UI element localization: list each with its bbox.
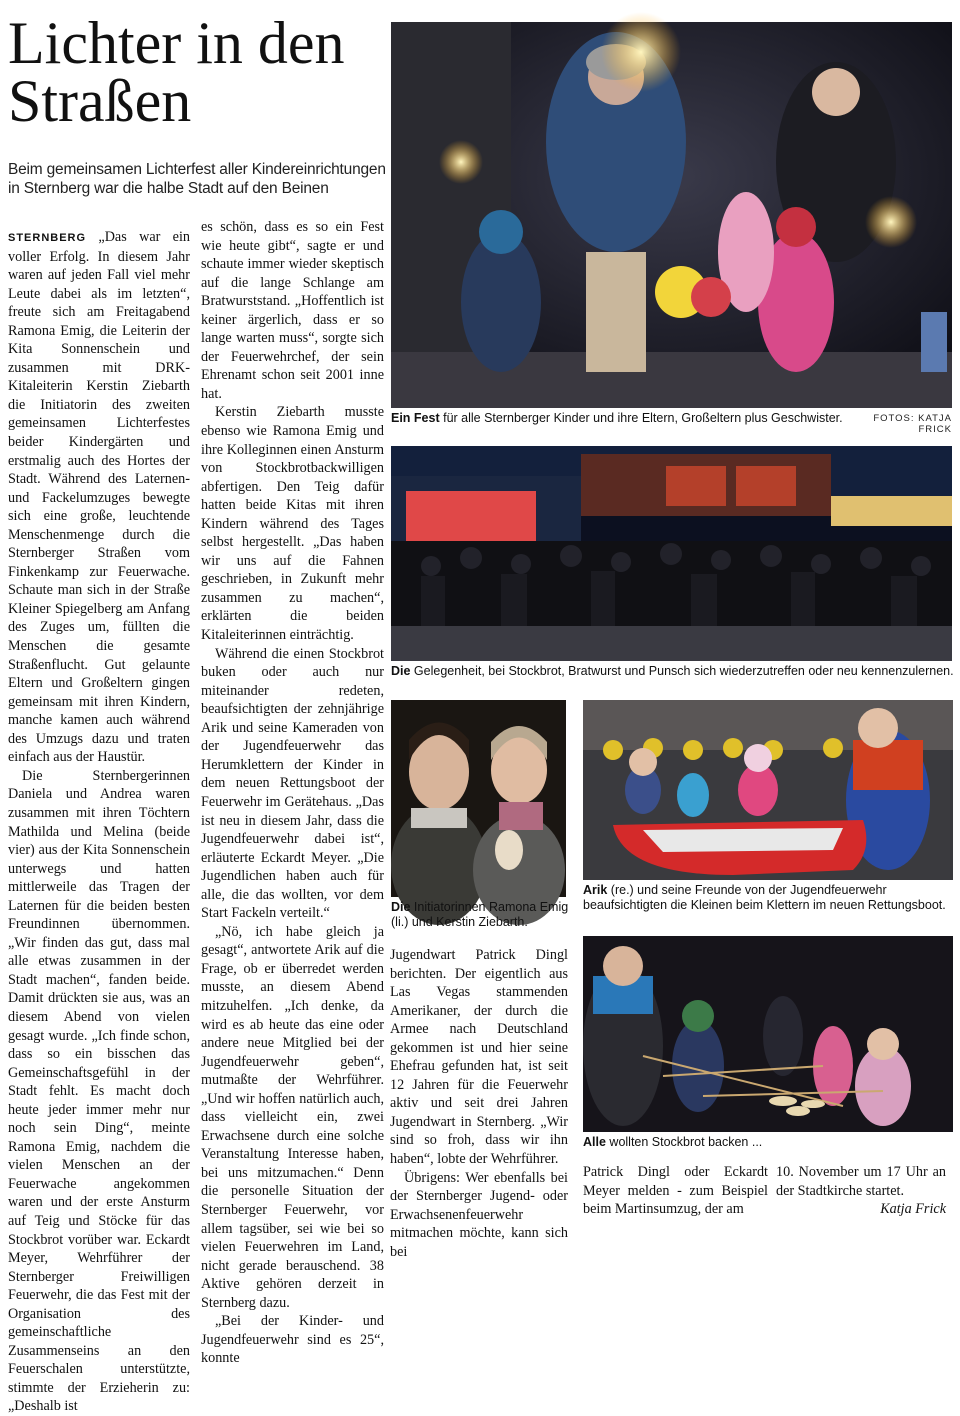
paragraph: es schön, dass es so ein Fest wie heute gibt“, sagte er und schaute immer wieder skeptisch auf die lange Schlange am Bratwurststand. „Hoffentlich ist keiner ärgerlich, dass er so lange warten muss“, sorgte sich der Feuerwehrchef, der sein Ehrenamt schon seit 2001 inne hat.	[201, 219, 384, 402]
article-column-2	[201, 218, 384, 1367]
paragraph: Die Sternbergerinnen Daniela und Andrea waren zusammen mit ihren Töchtern Mathilda und Melina (beide vier) aus der Kita Sonnenschein unterwegs und hatten mittlerweile das Tragen der Laternen für die beiden besten Freundinnen übernommen. „Wir finden das gut, dass mal alle etwas zusammen in der Stadt machen“, fanden beide. Damit drückten sie aus, was an diesem Abend von vielen gesagt wurde. „Ich finde schon, dass so ein bisschen das Gemeinschaftsgefühl in der Stadt fehlt. Es macht doch heute jeder immer mehr nur noch sein Ding“, meinte Ramona Emig, nachdem die vielen Menschen an der Feuerwache angekommen waren und der erste Ansturm auf Teig und Stöcke für das Stockbrot vorüber war. Eckardt Meyer, Wehrführer der Sternberger Freiwilligen Feuerwehr, die das Fest mit der Organisation des gemeinschaftliche Zusammenseins an den Feuerschalen unterstützte, stimmte der Erzieherin zu: „Deshalb ist	[8, 767, 190, 1415]
paragraph: 10. November um 17 Uhr an der Stadtkirche startet.	[776, 1164, 946, 1199]
deck: Beim gemeinsamen Lichterfest aller Kindereinrichtungen in Sternberg war die halbe Stadt auf den Beinen	[8, 161, 386, 197]
paragraph: Während die einen Stockbrot buken oder auch nur miteinander redeten, beaufsichtigten der zehnjährige Arik und seine Kameraden von der Jugendfeuerwehr das Herumklettern der Kinder in dem neuen Rettungsboot der Feuerwehr im Gerätehaus. „Das ist neu in diesem Jahr, dass die Jugendfeuerwehr dabei ist“, erläuterte Eckardt Meyer. „Die Jugendlichen haben auch für alle, die das wollten, vor dem Start Fackeln verteilt.“	[201, 645, 384, 922]
paragraph	[8, 228, 190, 767]
paragraph: Jugendwart Patrick Dingl berichten. Der eigentlich aus Las Vegas stammenden Amerikaner, der durch die Armee nach Deutschland gekommen ist und hier seine Ehefrau gefunden hat, ist seit 12 Jahren für die Feuerwehr aktiv und seit drei Jahren Jugendwart in Sternberg. „Wir sind so froh, dass wir ihn haben“, lobte der Wehrführer.	[390, 947, 568, 1168]
photo-lantern-parade	[391, 22, 952, 408]
photo-illustration	[391, 700, 566, 897]
caption-text: Gelegenheit, bei Stockbrot, Bratwurst und Punsch sich wiederzutreffen oder neu kennenzulernen.	[410, 664, 954, 678]
caption-lead: Die	[391, 664, 411, 678]
caption-lead: Alle	[583, 1135, 606, 1149]
author: Katja Frick	[880, 1201, 946, 1218]
photo-illustration	[583, 936, 953, 1132]
article-column-4	[583, 1163, 768, 1219]
photo-rescue-boat	[583, 700, 953, 880]
headline: Lichter in den Straßen	[8, 10, 345, 134]
article-column-5	[776, 1163, 946, 1219]
caption-photo-1	[391, 411, 846, 426]
caption-text: (re.) und seine Freunde von der Jugendfeuerwehr beaufsichtigten die Kleinen beim Klettern im neuen Rettungsboot.	[583, 883, 946, 912]
paragraph: Patrick Dingl oder Eckardt Meyer melden - zum Beispiel beim Martinsumzug, der am	[583, 1164, 768, 1218]
article-column-3	[390, 946, 568, 1260]
caption-lead: Die	[391, 900, 411, 914]
caption-photo-2	[391, 664, 957, 679]
caption-photo-3	[391, 900, 571, 930]
caption-text: für alle Sternberger Kinder und ihre Eltern, Großeltern plus Geschwister.	[439, 411, 843, 425]
caption-photo-5	[583, 1135, 953, 1150]
photo-initiators	[391, 700, 566, 897]
caption-lead: Arik	[583, 883, 608, 897]
paragraph: Übrigens: Wer ebenfalls bei der Sternberger Jugend- oder Erwachsenenfeuerwehr mitmachen möchte, kann sich bei	[390, 1169, 568, 1260]
photo-illustration	[391, 22, 952, 408]
paragraph: Kerstin Ziebarth musste ebenso wie Ramona Emig und ihre Kolleginnen einen Ansturm von Stockbrotbackwilligen abfertigen. Den Teig dafür hatten beide Kitas mit ihren Kindern während des Tages selbst hergestellt. „Das haben wir uns auf die Fahnen geschrieben, in Zukunft mehr zusammen zu machen“, erklärten die beiden Kitaleiterinnen einträchtig.	[201, 404, 384, 644]
article-column-1	[8, 228, 190, 1415]
photo-illustration	[391, 446, 952, 661]
caption-text: Initiatorinnen Ramona Emig (li.) und Kerstin Ziebarth.	[391, 900, 569, 929]
caption-photo-4	[583, 883, 955, 913]
paragraph-text: „Das war ein voller Erfolg. In diesem Jahr waren auf jeden Fall viel mehr Leute dabei als im letzten“, freute sich am Freitagabend Ramona Emig, die Leiterin der Kita Sonnenschein und zusammen mit DRK-Kitaleiterin Kerstin Ziebarth die Initiatorin des zweiten gemeinsamen Lichterfestes beider Kindergärten und erstmalig auch des Hortes der Stadt. Während des Laternen- und Fackelumzuges bewegte sich eine große, leuchtende Menschenmenge durch die Sternberger Straßen vom Finkenkamp zur Feuerwache. Schaute man sich in der Straße Kleiner Spiegelberg am Anfang des Zuges um, füllten die Menschen die gesamte Straßenflucht. Gut gelaunte Eltern und Großeltern gingen gemeinsam mit ihren Kindern, manche kamen auch während des Umzugs dazu und traten einfach aus der Haustür.	[8, 229, 190, 766]
paragraph: „Nö, ich habe gleich ja gesagt“, antwortete Arik auf die Frage, ob er überredet werden musste, an diesem Abend mitzuhelfen. „Ich denke, da wird es ab heute das eine oder andere neue Mitglied bei der Jugendfeuerwehr geben“, mutmaßte der Wehrführer. „Und wir hoffen natürlich auch, dass vielleicht ein, zwei Erwachsene durch eine solche Veranstaltung Interesse haben, bei uns mitzumachen.“ Denn die personelle Situation der Sternberger Feuerwehr, vor allem tagsüber, sei wie bei so vielen Feuerwehren im Land, nicht gerade berauschend. 38 Aktive gehören derzeit in Sternberg dazu.	[201, 923, 384, 1311]
caption-lead: Ein Fest	[391, 411, 440, 425]
photo-illustration	[583, 700, 953, 880]
dateline: STERNBERG	[8, 232, 87, 244]
photo-credit: FOTOS: KATJA FRICK	[873, 413, 952, 435]
paragraph: „Bei der Kinder- und Jugendfeuerwehr sind es 25“, konnte	[201, 1313, 384, 1367]
caption-text: wollten Stockbrot backen ...	[605, 1135, 763, 1149]
photo-stockbrot	[583, 936, 953, 1132]
photo-fire-station-crowd	[391, 446, 952, 661]
